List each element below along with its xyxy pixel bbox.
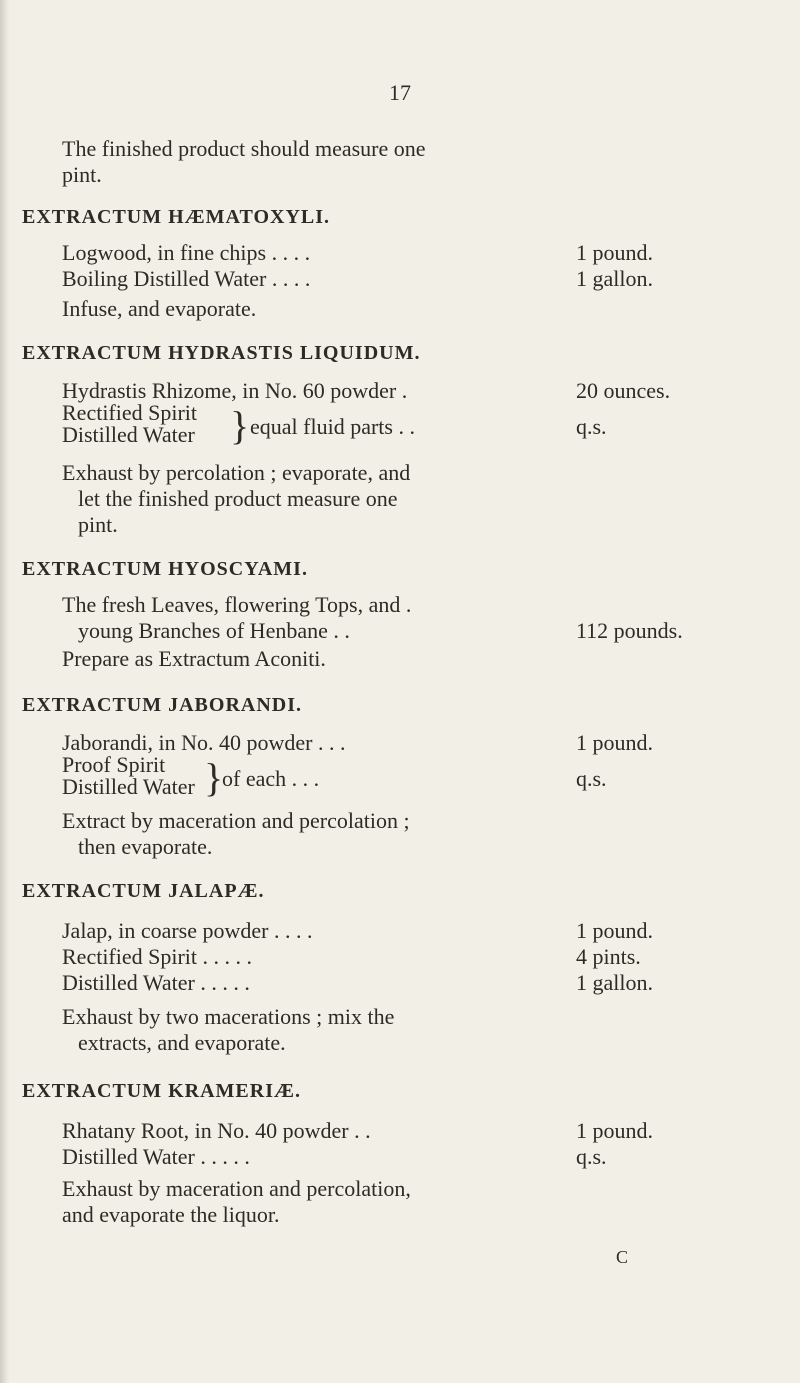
section-heading-jaborandi: EXTRACTUM JABORANDI. (22, 694, 303, 716)
ingredient-quantity: 1 gallon. (576, 266, 653, 291)
brace-item: Distilled Water (62, 422, 195, 447)
ingredient-line: Distilled Water . . . . . (62, 970, 250, 995)
ingredient-line: Logwood, in fine chips . . . . (62, 240, 311, 265)
section-heading-haematoxyli: EXTRACTUM HÆMATOXYLI. (22, 206, 331, 228)
ingredient-quantity: 20 ounces. (576, 378, 671, 403)
ingredient-quantity: 112 pounds. (576, 618, 683, 643)
instruction-line: Exhaust by percolation ; evaporate, and (62, 460, 411, 485)
brace-label: of each . . . (222, 766, 320, 791)
ingredient-quantity: 1 pound. (576, 730, 653, 755)
ingredient-line: young Branches of Henbane . . (78, 618, 350, 643)
section-heading-hydrastis: EXTRACTUM HYDRASTIS LIQUIDUM. (22, 342, 421, 364)
ingredient-quantity: 1 gallon. (576, 970, 653, 995)
signature-mark: C (616, 1247, 629, 1267)
instruction-line: Prepare as Extractum Aconiti. (62, 646, 326, 671)
section-heading-hyoscyami: EXTRACTUM HYOSCYAMI. (22, 558, 308, 580)
instruction-line: and evaporate the liquor. (62, 1202, 280, 1227)
ingredient-line: Boiling Distilled Water . . . . (62, 266, 311, 291)
instruction-line: Extract by maceration and percolation ; (62, 808, 410, 833)
ingredient-line: Rhatany Root, in No. 40 powder . . (62, 1118, 371, 1143)
ingredient-quantity: 1 pound. (576, 1118, 653, 1143)
intro-line-2: pint. (62, 162, 102, 187)
ingredient-line: The fresh Leaves, flowering Tops, and . (62, 592, 412, 617)
section-heading-jalapae: EXTRACTUM JALAPÆ. (22, 880, 265, 902)
intro-line-1: The finished product should measure one (62, 136, 426, 161)
brace-label: equal fluid parts . . (250, 414, 415, 439)
brace-glyph: } (204, 755, 224, 800)
brace-item: Proof Spirit (62, 752, 166, 777)
instruction-line: extracts, and evaporate. (78, 1030, 286, 1055)
ingredient-quantity: 1 pound. (576, 240, 653, 265)
ingredient-line: Distilled Water . . . . . (62, 1144, 250, 1169)
ingredient-line: Jalap, in coarse powder . . . . (62, 918, 313, 943)
instruction-line: let the finished product measure one (78, 486, 398, 511)
instruction-line: pint. (78, 512, 118, 537)
instruction-line: Exhaust by maceration and percolation, (62, 1176, 411, 1201)
ingredient-quantity: 4 pints. (576, 944, 641, 969)
ingredient-line: Jaborandi, in No. 40 powder . . . (62, 730, 346, 755)
ingredient-quantity: q.s. (576, 1144, 607, 1169)
ingredient-quantity: 1 pound. (576, 918, 653, 943)
page-edge-shadow (0, 0, 10, 1383)
ingredient-quantity: q.s. (576, 766, 607, 791)
brace-item: Distilled Water (62, 774, 195, 799)
ingredient-line: Rectified Spirit . . . . . (62, 944, 253, 969)
page-number: 17 (389, 80, 411, 105)
instruction-line: then evaporate. (78, 834, 213, 859)
ingredient-quantity: q.s. (576, 414, 607, 439)
section-heading-krameriae: EXTRACTUM KRAMERIÆ. (22, 1080, 301, 1102)
instruction-line: Exhaust by two macerations ; mix the (62, 1004, 395, 1029)
instruction-line: Infuse, and evaporate. (62, 296, 257, 321)
brace-item: Rectified Spirit (62, 400, 198, 425)
ingredient-line: Hydrastis Rhizome, in No. 60 powder . (62, 378, 408, 403)
brace-glyph: } (230, 403, 250, 448)
